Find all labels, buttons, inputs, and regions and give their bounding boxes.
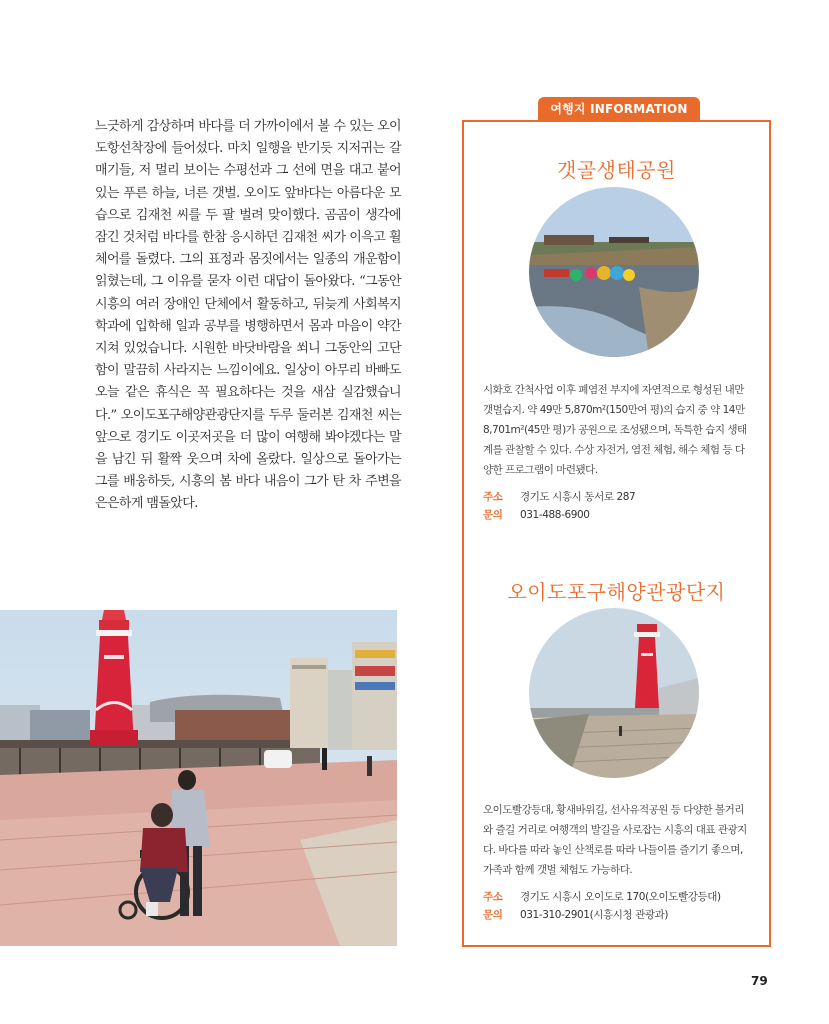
place-address-oido: 경기도 시흥시 오이도로 170(오이도빨강등대) <box>520 891 721 903</box>
contact-label: 문의 <box>483 909 503 921</box>
place-contact-gaetgol: 031-488-6900 <box>520 509 590 521</box>
contact-label: 문의 <box>483 509 503 521</box>
place-description-gaetgol: 시화호 간척사업 이후 폐염전 부지에 자연적으로 형성된 내만갯벌습지. 약 49만 5,870m²(150만여 평)의 습지 중 약 14만 8,701m²(45만 평)가 공원으로 조성됐으며, 독특한 습지 생태계를 관찰할 수 있다. 수상 자전거, 염전 체험, 해수 체험 등 다양한 프로그램이 마련됐다. <box>483 384 747 476</box>
oido-lighthouse-photo <box>529 608 699 778</box>
place-address-row-gaetgol <box>483 488 635 506</box>
place-contact-row-gaetgol <box>483 506 590 524</box>
information-panel <box>462 120 771 947</box>
lighthouse-plaza-photo <box>0 610 397 946</box>
place-address-row-oido <box>483 888 721 906</box>
place-title-oido: 오이도포구해양관광단지 <box>507 580 726 604</box>
page-number: 79 <box>751 974 768 988</box>
address-label: 주소 <box>483 491 503 503</box>
place-address-gaetgol: 경기도 시흥시 동서로 287 <box>520 491 636 503</box>
info-tab-label: 여행지 INFORMATION <box>538 97 700 121</box>
article-body: 느긋하게 감상하며 바다를 더 가까이에서 볼 수 있는 오이도항선착장에 들어섰다. 마치 일행을 반기듯 지저귀는 갈매기들, 저 멀리 보이는 수평선과 그 선에 면을 대고 붙어 있는 푸른 하늘, 너른 갯벌. 오이도 앞바다는 아름다운 모습으로 김재천 씨를 두 팔 벌려 맞이했다. 곰곰이 생각에 잠긴 것처럼 바다를 한참 응시하던 김재천 씨가 이윽고 휠체어를 돌렸다. 그의 표정과 몸짓에서는 일종의 개운함이 읽혔는데, 그 이유를 묻자 이런 대답이 돌아왔다. “그동안 시흥의 여러 장애인 단체에서 활동하고, 뒤늦게 사회복지학과에 입학해 일과 공부를 병행하면서 몸과 마음이 약간 지쳐 있었습니다. 시원한 바닷바람을 쐬니 그동안의 고단함이 말끔히 사라지는 느낌이에요. 일상이 아무리 바빠도 오늘 같은 휴식은 꼭 필요하다는 것을 새삼 실감했습니다.” 오이도포구해양관광단지를 두루 둘러본 김재천 씨는 앞으로 경기도 이곳저곳을 더 많이 여행해 봐야겠다는 말을 남긴 뒤 활짝 웃으며 차에 올랐다. 일상으로 돌아가는 그를 배웅하듯, 시흥의 봄 바다 내음이 그가 탄 차 주변을 은은하게 맴돌았다. <box>95 119 401 512</box>
place-contact-row-oido <box>483 906 668 924</box>
gaetgol-park-photo <box>529 187 699 357</box>
place-title-gaetgol: 갯골생태공원 <box>557 158 676 182</box>
place-contact-oido: 031-310-2901(시흥시청 관광과) <box>520 909 669 921</box>
place-description-oido: 오이도빨강등대, 황새바위길, 선사유적공원 등 다양한 볼거리와 즐길 거리로 여행객의 발길을 사로잡는 시흥의 대표 관광지다. 바다를 따라 놓인 산책로를 따라 나들이를 즐기기 좋으며, 가족과 함께 갯벌 체험도 가능하다. <box>483 804 747 876</box>
address-label: 주소 <box>483 891 503 903</box>
